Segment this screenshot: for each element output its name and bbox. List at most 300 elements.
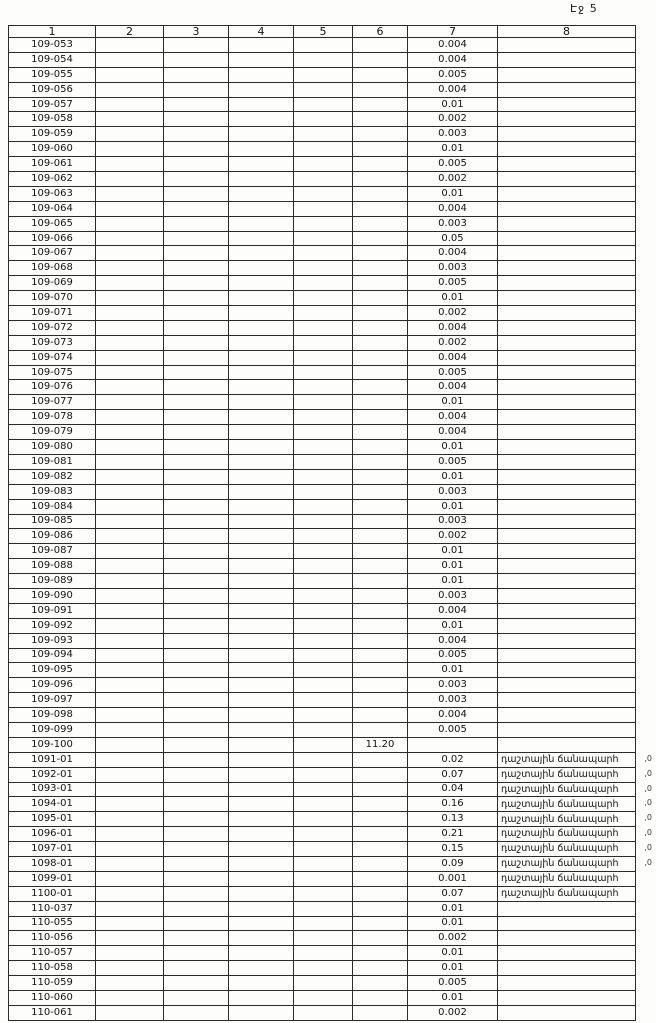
cell-col4 (229, 172, 294, 187)
cell-col5 (294, 231, 353, 246)
cell-col4 (229, 797, 294, 812)
cell-col3 (164, 603, 229, 618)
cell-col7: 0.002 (408, 172, 498, 187)
table-row (9, 901, 636, 916)
cell-col5 (294, 216, 353, 231)
cell-col8 (498, 67, 636, 82)
cell-col2 (96, 67, 164, 82)
cell-col7: 0.01 (408, 499, 498, 514)
cell-col6 (353, 261, 408, 276)
cell-col8 (498, 514, 636, 529)
cell-col7: 0.004 (408, 52, 498, 67)
cell-col4 (229, 931, 294, 946)
cell-col2 (96, 82, 164, 97)
cell-col6 (353, 231, 408, 246)
cell-col6 (353, 67, 408, 82)
cell-col2 (96, 693, 164, 708)
edge-mark: ,0 (644, 843, 652, 853)
cell-col5 (294, 365, 353, 380)
cell-col7: 0.005 (408, 365, 498, 380)
cell-col2 (96, 291, 164, 306)
cell-col6 (353, 976, 408, 991)
cell-col8 (498, 588, 636, 603)
cell-col8 (498, 946, 636, 961)
cell-col3 (164, 142, 229, 157)
cell-col3 (164, 961, 229, 976)
column-header: 7 (408, 26, 498, 38)
cell-col4 (229, 231, 294, 246)
column-header: 4 (229, 26, 294, 38)
cell-col6: 11.20 (353, 737, 408, 752)
cell-col2 (96, 484, 164, 499)
cell-col1: 109-097 (9, 693, 96, 708)
cell-col1: 109-099 (9, 722, 96, 737)
cell-col5 (294, 559, 353, 574)
cell-col3 (164, 350, 229, 365)
cell-col2 (96, 529, 164, 544)
cell-col5 (294, 440, 353, 455)
cell-col6 (353, 335, 408, 350)
cell-col5 (294, 618, 353, 633)
table-row (9, 380, 636, 395)
cell-col8 (498, 1005, 636, 1020)
cell-col2 (96, 425, 164, 440)
cell-col7: 0.005 (408, 157, 498, 172)
cell-col6 (353, 127, 408, 142)
cell-col6 (353, 991, 408, 1006)
cell-col1: 109-069 (9, 276, 96, 291)
edge-mark: ,0 (644, 813, 652, 823)
cell-col7: 0.003 (408, 588, 498, 603)
cell-col4 (229, 708, 294, 723)
cell-col1: 109-095 (9, 663, 96, 678)
cell-col6 (353, 827, 408, 842)
cell-col3 (164, 484, 229, 499)
cell-col8 (498, 231, 636, 246)
table-row (9, 559, 636, 574)
table-body (9, 38, 652, 1021)
cell-col7: 0.002 (408, 112, 498, 127)
cell-col7: 0.004 (408, 425, 498, 440)
cell-col7: 0.21 (408, 827, 498, 842)
cell-col4 (229, 782, 294, 797)
cell-col7: 0.005 (408, 976, 498, 991)
cell-col4 (229, 246, 294, 261)
cell-col2 (96, 856, 164, 871)
table-row (9, 827, 636, 842)
cell-col8 (498, 454, 636, 469)
cell-col1: 109-067 (9, 246, 96, 261)
cell-col8: դաշտային ճանապարհ ,0 (498, 782, 636, 797)
cell-col8 (498, 916, 636, 931)
cell-col7: 0.01 (408, 142, 498, 157)
cell-col4 (229, 97, 294, 112)
cell-col2 (96, 797, 164, 812)
cell-col1: 109-065 (9, 216, 96, 231)
cell-col5 (294, 871, 353, 886)
cell-col1: 109-074 (9, 350, 96, 365)
cell-col7: 0.003 (408, 216, 498, 231)
cell-col1: 109-082 (9, 469, 96, 484)
cell-col4 (229, 410, 294, 425)
column-header: 8 (498, 26, 636, 38)
table-row (9, 484, 636, 499)
cell-col3 (164, 454, 229, 469)
cell-col4 (229, 603, 294, 618)
cell-col4 (229, 216, 294, 231)
table-row (9, 767, 636, 782)
cell-col6 (353, 931, 408, 946)
cell-col7 (408, 737, 498, 752)
cell-col5 (294, 112, 353, 127)
cell-col5 (294, 514, 353, 529)
cell-col7: 0.003 (408, 514, 498, 529)
cell-col3 (164, 708, 229, 723)
cell-col6 (353, 469, 408, 484)
cell-col6 (353, 425, 408, 440)
cell-col1: 110-061 (9, 1005, 96, 1020)
cell-col7: 0.01 (408, 946, 498, 961)
cell-col2 (96, 246, 164, 261)
cell-col5 (294, 380, 353, 395)
cell-col7: 0.003 (408, 693, 498, 708)
cell-col1: 109-092 (9, 618, 96, 633)
cell-col6 (353, 320, 408, 335)
cell-col2 (96, 961, 164, 976)
table-row (9, 52, 636, 67)
table-row (9, 291, 636, 306)
cell-col8 (498, 693, 636, 708)
cell-col1: 109-071 (9, 306, 96, 321)
cell-col4 (229, 916, 294, 931)
cell-col3 (164, 291, 229, 306)
cell-col2 (96, 52, 164, 67)
cell-col2 (96, 365, 164, 380)
edge-mark: ,0 (644, 753, 652, 763)
cell-col3 (164, 201, 229, 216)
cell-col5 (294, 261, 353, 276)
cell-col1: 1099-01 (9, 871, 96, 886)
cell-col6 (353, 350, 408, 365)
cell-col3 (164, 469, 229, 484)
cell-col1: 109-054 (9, 52, 96, 67)
table-row (9, 588, 636, 603)
cell-col7: 0.003 (408, 484, 498, 499)
cell-col1: 109-053 (9, 38, 96, 53)
table-row (9, 842, 636, 857)
cell-col1: 110-037 (9, 901, 96, 916)
cell-col8 (498, 172, 636, 187)
cell-col3 (164, 425, 229, 440)
cell-col7: 0.01 (408, 574, 498, 589)
cell-col2 (96, 320, 164, 335)
cell-col5 (294, 157, 353, 172)
cell-col3 (164, 231, 229, 246)
cell-col4 (229, 827, 294, 842)
cell-col4 (229, 574, 294, 589)
cell-col6 (353, 961, 408, 976)
cell-col6 (353, 574, 408, 589)
cell-col7: 0.01 (408, 559, 498, 574)
cell-col2 (96, 678, 164, 693)
cell-col8 (498, 529, 636, 544)
cell-col1: 109-083 (9, 484, 96, 499)
cell-col8: դաշտային ճանապարհ ,0 (498, 812, 636, 827)
cell-col4 (229, 588, 294, 603)
cell-col5 (294, 842, 353, 857)
cell-col4 (229, 440, 294, 455)
cell-col2 (96, 976, 164, 991)
cell-col8 (498, 82, 636, 97)
cell-col1: 1098-01 (9, 856, 96, 871)
cell-col8 (498, 365, 636, 380)
cell-col5 (294, 693, 353, 708)
cell-col2 (96, 633, 164, 648)
cell-col4 (229, 335, 294, 350)
cell-col3 (164, 588, 229, 603)
cell-col8: դաշտային ճանապարհ ,0 (498, 856, 636, 871)
cell-col5 (294, 38, 353, 53)
cell-col7: 0.005 (408, 276, 498, 291)
cell-col7: 0.13 (408, 812, 498, 827)
table-row (9, 648, 636, 663)
cell-col7: 0.07 (408, 886, 498, 901)
cell-col8 (498, 216, 636, 231)
table-row (9, 946, 636, 961)
cell-col4 (229, 767, 294, 782)
column-header: 2 (96, 26, 164, 38)
cell-col4 (229, 752, 294, 767)
cell-col5 (294, 946, 353, 961)
cell-col6 (353, 916, 408, 931)
table-row (9, 410, 636, 425)
table-row (9, 350, 636, 365)
cell-col7: 0.004 (408, 633, 498, 648)
cell-col8 (498, 127, 636, 142)
cell-col7: 0.002 (408, 306, 498, 321)
cell-col6 (353, 633, 408, 648)
cell-col6 (353, 722, 408, 737)
cell-col3 (164, 395, 229, 410)
cell-col5 (294, 722, 353, 737)
cell-col5 (294, 499, 353, 514)
cell-col1: 109-072 (9, 320, 96, 335)
table-row (9, 514, 636, 529)
cell-col3 (164, 82, 229, 97)
cell-col2 (96, 216, 164, 231)
cell-col6 (353, 395, 408, 410)
cell-col1: 109-078 (9, 410, 96, 425)
cell-col8: դաշտային ճանապարհ ,0 (498, 827, 636, 842)
cell-col3 (164, 499, 229, 514)
cell-col3 (164, 52, 229, 67)
cell-col4 (229, 380, 294, 395)
cell-col7: 0.003 (408, 127, 498, 142)
cell-col5 (294, 350, 353, 365)
table-row (9, 157, 636, 172)
cell-col7: 0.005 (408, 67, 498, 82)
cell-col1: 109-059 (9, 127, 96, 142)
table-row (9, 440, 636, 455)
cell-col2 (96, 886, 164, 901)
cell-col6 (353, 454, 408, 469)
table-row (9, 335, 636, 350)
cell-col6 (353, 544, 408, 559)
cell-col6 (353, 946, 408, 961)
cell-col7: 0.004 (408, 410, 498, 425)
cell-col6 (353, 97, 408, 112)
cell-col3 (164, 812, 229, 827)
cell-col8 (498, 142, 636, 157)
cell-col8 (498, 574, 636, 589)
cell-col1: 109-080 (9, 440, 96, 455)
cell-col5 (294, 931, 353, 946)
cell-col3 (164, 67, 229, 82)
cell-col8 (498, 901, 636, 916)
cell-col3 (164, 976, 229, 991)
cell-col8 (498, 722, 636, 737)
cell-col4 (229, 648, 294, 663)
cell-col5 (294, 484, 353, 499)
cell-col2 (96, 603, 164, 618)
cell-col8 (498, 261, 636, 276)
cell-col4 (229, 663, 294, 678)
cell-col8 (498, 201, 636, 216)
cell-col5 (294, 186, 353, 201)
cell-col2 (96, 991, 164, 1006)
table-row (9, 678, 636, 693)
cell-col5 (294, 663, 353, 678)
cell-col4 (229, 469, 294, 484)
cell-col1: 109-076 (9, 380, 96, 395)
cell-col1: 109-089 (9, 574, 96, 589)
table-row (9, 574, 636, 589)
table-row (9, 320, 636, 335)
cell-col6 (353, 291, 408, 306)
cell-col7: 0.01 (408, 991, 498, 1006)
cell-col4 (229, 52, 294, 67)
cell-col6 (353, 693, 408, 708)
cell-col8 (498, 52, 636, 67)
cell-col4 (229, 454, 294, 469)
cell-col7: 0.003 (408, 678, 498, 693)
cell-col8 (498, 663, 636, 678)
cell-col6 (353, 618, 408, 633)
table-row (9, 603, 636, 618)
data-table (8, 25, 652, 1021)
cell-col8 (498, 603, 636, 618)
cell-col5 (294, 812, 353, 827)
table-row (9, 782, 636, 797)
table-row (9, 886, 636, 901)
cell-col2 (96, 737, 164, 752)
table-row (9, 246, 636, 261)
cell-col7: 0.01 (408, 186, 498, 201)
cell-col2 (96, 871, 164, 886)
cell-col1: 110-060 (9, 991, 96, 1006)
cell-col2 (96, 97, 164, 112)
table-row (9, 276, 636, 291)
cell-col5 (294, 291, 353, 306)
cell-col8 (498, 320, 636, 335)
cell-col5 (294, 916, 353, 931)
cell-col2 (96, 708, 164, 723)
cell-col1: 109-086 (9, 529, 96, 544)
cell-col4 (229, 1005, 294, 1020)
cell-col1: 1091-01 (9, 752, 96, 767)
cell-col7: 0.16 (408, 797, 498, 812)
cell-col4 (229, 901, 294, 916)
table-row (9, 529, 636, 544)
cell-col3 (164, 722, 229, 737)
cell-col4 (229, 157, 294, 172)
cell-col5 (294, 1005, 353, 1020)
cell-col2 (96, 395, 164, 410)
cell-col2 (96, 767, 164, 782)
cell-col6 (353, 186, 408, 201)
cell-col4 (229, 544, 294, 559)
cell-col4 (229, 38, 294, 53)
cell-col1: 110-057 (9, 946, 96, 961)
cell-col2 (96, 410, 164, 425)
cell-col8 (498, 395, 636, 410)
cell-col4 (229, 67, 294, 82)
cell-col3 (164, 529, 229, 544)
edge-mark: ,0 (644, 857, 652, 867)
cell-col4 (229, 201, 294, 216)
cell-col3 (164, 842, 229, 857)
table-row (9, 663, 636, 678)
cell-col6 (353, 172, 408, 187)
cell-col2 (96, 663, 164, 678)
cell-col7: 0.01 (408, 291, 498, 306)
cell-col7: 0.01 (408, 97, 498, 112)
table-row (9, 633, 636, 648)
cell-col1: 109-085 (9, 514, 96, 529)
cell-col6 (353, 142, 408, 157)
cell-col1: 109-098 (9, 708, 96, 723)
cell-col5 (294, 648, 353, 663)
table-row (9, 499, 636, 514)
cell-col3 (164, 306, 229, 321)
cell-col8 (498, 157, 636, 172)
cell-col6 (353, 82, 408, 97)
cell-col5 (294, 306, 353, 321)
table-row (9, 142, 636, 157)
cell-col6 (353, 842, 408, 857)
cell-col1: 109-096 (9, 678, 96, 693)
cell-col1: 109-058 (9, 112, 96, 127)
cell-col6 (353, 440, 408, 455)
cell-col1: 1096-01 (9, 827, 96, 842)
table-row (9, 961, 636, 976)
cell-col1: 110-055 (9, 916, 96, 931)
cell-col5 (294, 856, 353, 871)
cell-col6 (353, 52, 408, 67)
cell-col4 (229, 365, 294, 380)
table-row (9, 752, 636, 767)
cell-col6 (353, 708, 408, 723)
cell-col4 (229, 856, 294, 871)
cell-col3 (164, 335, 229, 350)
cell-col3 (164, 320, 229, 335)
table-row (9, 97, 636, 112)
cell-col7: 0.004 (408, 38, 498, 53)
cell-col1: 110-058 (9, 961, 96, 976)
edge-mark: ,0 (644, 768, 652, 778)
table-row (9, 737, 636, 752)
cell-col8 (498, 306, 636, 321)
